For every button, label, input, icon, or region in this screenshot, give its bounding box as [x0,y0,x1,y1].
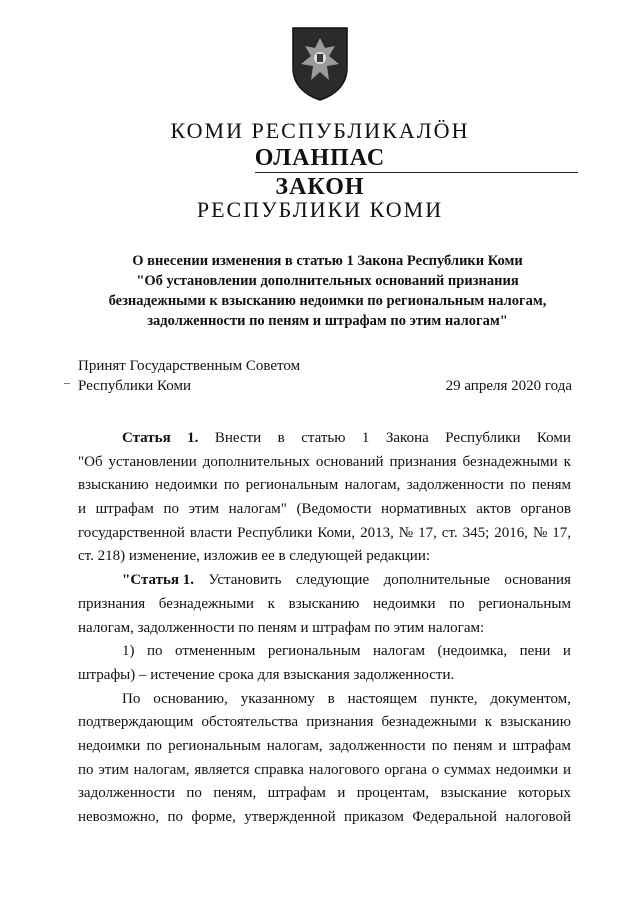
body-word: отмененным [175,643,256,660]
body-word: по [147,643,163,660]
body-word: взыскание [440,785,507,802]
body-word: по [223,477,240,494]
body-word: недоимки [155,477,218,494]
body-word: налогового [308,761,380,778]
law-title-line: безнадежными к взысканию недоимки по региональным налогам, [108,293,547,309]
body-word: налоговой [505,809,571,825]
body-word: по [78,761,94,778]
body-word: налогам, [133,761,190,778]
body-word: форме, [191,809,236,825]
body-word: актов [476,501,511,518]
body-line [78,806,571,830]
body-word: власти [189,524,233,541]
body-word: Федеральной [412,809,498,825]
body-word: взысканию [500,714,571,731]
body-word: 2013, [360,524,394,541]
body-line [78,522,571,546]
law-title-line: О внесении изменения в статью 1 Закона Республики Коми [132,253,523,269]
body-line [78,617,571,641]
body-word: пункте, [429,690,478,707]
body-word: суммах [444,761,491,778]
body-line [78,498,571,522]
body-word: документом, [490,690,571,707]
body-word: налогам [372,643,426,660]
law-body [78,427,571,830]
body-word: справка [254,761,304,778]
body-line [78,688,571,712]
body-word: к [563,453,571,470]
body-word: статью [301,430,346,446]
list-item-text: штрафы) – истечение срока для взыскания задолженности. [78,666,455,683]
body-line [78,451,571,475]
body-word: налогам" [228,501,287,518]
body-word: процентам, [356,785,430,802]
body-word: штрафам [95,501,154,518]
body-word: и [498,737,507,754]
body-word: по [449,595,465,612]
body-word: "Об [78,453,103,470]
body-word: Коми [536,430,571,446]
body-text: налогам, задолженности по пеням и штрафам по этим налогам: [78,619,485,636]
body-word: взысканию [78,477,149,494]
body-line [78,569,571,593]
adoption-line: Принят Государственным Советом [78,358,301,374]
body-word: по [146,737,163,754]
body-word: оснований [315,453,384,470]
body-word: 2016, [494,524,528,541]
body-word: и [562,761,571,778]
law-title-line: "Об установлении дополнительных оснований признания [136,273,519,289]
body-word: признания [306,714,374,731]
body-line [78,545,571,569]
body-word: этим [188,501,220,518]
body-word: установлении [108,453,197,470]
body-word: о [431,761,440,778]
body-word: к [267,595,275,612]
body-word: безнадежными [381,714,477,731]
body-word: и [562,643,571,660]
body-word: по [167,809,184,825]
body-word: По [122,690,141,707]
body-word: 1) [122,643,135,660]
body-word: является [194,761,250,778]
body-line [78,782,571,806]
body-word: пеням [531,477,571,494]
body-word: задолженности [78,785,175,802]
body-word: (Ведомости [296,501,372,518]
body-word: (недоимка, [437,643,508,660]
body-word: по [186,785,202,802]
margin-mark [64,383,70,384]
body-line [78,640,571,664]
body-word: основания [504,572,571,589]
body-word: № [532,524,548,541]
body-word: по [163,501,180,518]
body-word: основанию, [153,690,228,707]
body-word: и [337,785,346,802]
body-word: невозможно, [78,809,160,825]
article-number: 1. [187,430,199,446]
body-word: недоимки [78,737,141,754]
body-word: региональным [478,595,571,612]
body-word: недоимки [373,595,436,612]
adoption-block [78,356,300,396]
body-line [78,593,571,617]
law-title [100,251,555,331]
body-word: признания [78,595,146,612]
body-word: Республики [237,524,313,541]
body-word: региональным [267,643,361,660]
coat-of-arms-icon [289,24,351,102]
body-word: 1 [361,430,370,446]
body-word: к [484,714,493,731]
body-word: дополнительных [202,453,310,470]
body-line [78,759,571,783]
law-title-line: задолженности по пеням и штрафам по этим налогам" [147,313,508,329]
body-word: указанному [240,690,315,707]
body-word: следующие [295,572,370,589]
body-word: этим [98,761,129,778]
body-word: Коми, [317,524,356,541]
body-word: органов [520,501,571,518]
body-word: 17, [418,524,437,541]
body-word: штрафам [512,737,571,754]
body-word: по [431,737,448,754]
body-word: признания [389,453,457,470]
body-word: налогам, [344,477,401,494]
body-word: региональным [245,477,339,494]
body-word: 345; [462,524,490,541]
adoption-line: Республики Коми [78,378,191,394]
body-word: государственной [78,524,185,541]
body-word: утвержденной [244,809,336,825]
body-word: дополнительные [383,572,490,589]
body-word: задолженности [328,737,426,754]
body-word: нормативных [380,501,467,518]
body-word: ст. [441,524,458,541]
body-word: пеням, [213,785,257,802]
body-word: приказом [344,809,404,825]
body-word: и [78,501,87,518]
body-word: недоимки [495,761,559,778]
header-republic: РЕСПУБЛИКИ КОМИ [196,197,444,222]
body-word: пеням [453,737,493,754]
body-word: 17, [552,524,571,541]
article-word: Статья [122,430,171,446]
body-word: обстоятельства [201,714,299,731]
body-line [78,474,571,498]
body-line [78,664,571,688]
body-word: органа [384,761,427,778]
body-word: подтверждающим [78,714,194,731]
body-word: задолженности [406,477,504,494]
body-word: взысканию [288,595,360,612]
body-line [78,735,571,759]
header-komi-line: КОМИ РЕСПУБЛИКАЛӦН [170,118,470,143]
body-word: в [327,690,335,707]
body-text: ст. 218) изменение, изложив ее в следующей редакции: [78,548,431,565]
body-word: Республики [445,430,521,446]
header-olanpas: ОЛАНПАС [254,145,386,171]
body-word: в [277,430,285,446]
body-word: безнадежными [158,595,254,612]
body-line [78,427,571,451]
body-word: пени [519,643,551,660]
body-word: Закона [385,430,429,446]
body-line [78,711,571,735]
body-word: настоящем [347,690,418,707]
body-word: № [398,524,414,541]
body-word: безнадежными [462,453,558,470]
article-heading: "Статья 1. [122,572,195,589]
header-zakon: ЗАКОН [275,174,365,200]
body-word: налогам, [266,737,323,754]
body-word: штрафам [267,785,326,802]
header-divider [255,172,578,173]
adoption-date: 29 апреля 2020 года [445,378,572,394]
body-word: по [510,477,526,494]
body-word: Установить [208,572,282,589]
body-word: региональным [168,737,261,754]
body-word: которых [518,785,571,802]
body-word: Внести [214,430,262,446]
